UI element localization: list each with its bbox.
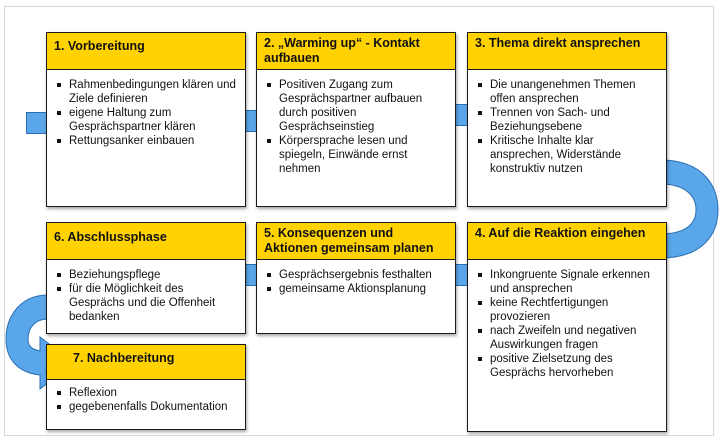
list-item: keine Rechtfertigungen provozieren: [490, 296, 660, 324]
step-box-4: [467, 222, 667, 432]
step-items: [468, 70, 666, 176]
step-items: [468, 260, 666, 380]
step-body: [256, 260, 456, 334]
step-box-6: [46, 222, 246, 334]
step-items: [47, 70, 245, 148]
step-items: [47, 380, 245, 414]
step-body: [467, 260, 667, 432]
step-title: 7. Nachbereitung: [46, 344, 246, 380]
step-title: 2. „Warming up“ - Kontakt aufbauen: [256, 32, 456, 70]
step-box-2: [256, 32, 456, 207]
step-items: [47, 260, 245, 324]
step-title: 6. Abschlussphase: [46, 222, 246, 260]
list-item: Positiven Zugang zum Gesprächspartner aufbauen durch positiven Gesprächseinstieg: [279, 78, 449, 134]
list-item: gegebenenfalls Dokumentation: [69, 400, 239, 414]
step-title: 1. Vorbereitung: [46, 32, 246, 70]
list-item: Die unangenehmen Themen offen ansprechen: [490, 78, 660, 106]
list-item: Kritische Inhalte klar ansprechen, Widerstände konstruktiv nutzen: [490, 134, 660, 176]
list-item: Beziehungspflege: [69, 268, 239, 282]
step-title: 3. Thema direkt ansprechen: [467, 32, 667, 70]
connector-3-4-curved-arrow: [660, 160, 720, 260]
step-items: [257, 260, 455, 296]
list-item: Rettungsanker einbauen: [69, 134, 239, 148]
connector-entry: [26, 112, 48, 134]
step-body: [256, 70, 456, 207]
list-item: für die Möglichkeit des Gesprächs und die Offenheit bedanken: [69, 282, 239, 324]
list-item: eigene Haltung zum Gesprächspartner klären: [69, 106, 239, 134]
step-title: 4. Auf die Reaktion eingehen: [467, 222, 667, 260]
list-item: Körpersprache lesen und spiegeln, Einwände ernst nehmen: [279, 134, 449, 176]
step-box-1: [46, 32, 246, 207]
list-item: Gesprächsergebnis festhalten: [279, 268, 449, 282]
step-title: 5. Konsequenzen und Aktionen gemeinsam planen: [256, 222, 456, 260]
list-item: Inkongruente Signale erkennen und ansprechen: [490, 268, 660, 296]
step-body: [46, 70, 246, 207]
list-item: gemeinsame Aktionsplanung: [279, 282, 449, 296]
list-item: nach Zweifeln und negativen Auswirkungen fragen: [490, 324, 660, 352]
step-items: [257, 70, 455, 176]
step-box-7: [46, 344, 246, 430]
step-body: [46, 260, 246, 334]
step-body: [467, 70, 667, 207]
list-item: Reflexion: [69, 386, 239, 400]
list-item: Rahmenbedingungen klären und Ziele definieren: [69, 78, 239, 106]
list-item: positive Zielsetzung des Gesprächs hervorheben: [490, 352, 660, 380]
list-item: Trennen von Sach- und Beziehungsebene: [490, 106, 660, 134]
step-body: [46, 380, 246, 430]
step-box-3: [467, 32, 667, 207]
step-box-5: [256, 222, 456, 334]
